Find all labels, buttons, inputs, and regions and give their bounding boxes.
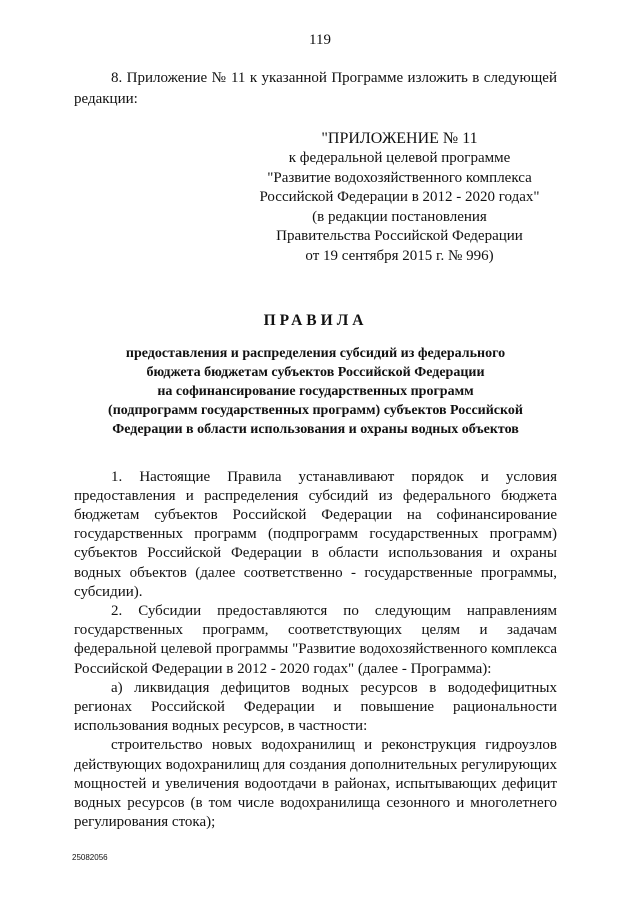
appendix-line: от 19 сентября 2015 г. № 996)	[305, 247, 494, 264]
paragraph: а) ликвидация дефицитов водных ресурсов в вододефицитных регионах Российской Федерации и повышение рациональности использования водных ресурсов, в частности:	[74, 679, 557, 735]
document-body	[74, 68, 557, 832]
rules-subtitle-line: (подпрограмм государственных программ) субъектов Российской	[108, 402, 523, 418]
appendix-line: к федеральной целевой программе	[288, 150, 511, 166]
paragraph: 2. Субсидии предоставляются по следующим направлениям государственных программ, соответствующих целям и задачам федеральной целевой программы "Развитие водохозяйственного комплекса Российской Федерации в 2012 - 2020 годах" (далее - Программа):	[74, 602, 557, 677]
rules-subtitle	[74, 344, 557, 439]
rules-subtitle-line: на софинансирование государственных программ	[157, 383, 474, 399]
appendix-line: Российской Федерации в 2012 - 2020 годах"	[259, 189, 540, 205]
appendix-title: "ПРИЛОЖЕНИЕ № 11	[321, 130, 478, 147]
appendix-line: Правительства Российской Федерации	[276, 228, 523, 244]
page-number: 119	[309, 32, 331, 48]
appendix-line: (в редакции постановления	[312, 208, 487, 225]
appendix-header	[242, 128, 557, 266]
intro-paragraph: 8. Приложение № 11 к указанной Программе изложить в следующей редакции:	[74, 70, 557, 107]
rules-title: ПРАВИЛА	[263, 312, 368, 329]
rules-body	[74, 468, 557, 833]
rules-subtitle-line: бюджета бюджетам субъектов Российской Федерации	[146, 364, 485, 380]
paragraph: строительство новых водохранилищ и реконструкция гидроузлов действующих водохранилищ для создания дополнительных регулирующих мощностей и увеличения водоотдачи в районах, испытывающих дефицит водных ресурсов (в том числе водохранилища сезонного и многолетнего регулирования стока);	[74, 737, 557, 831]
rules-subtitle-line: предоставления и распределения субсидий из федерального	[125, 345, 506, 361]
document-code: 25082056	[72, 853, 108, 862]
paragraph: 1. Настоящие Правила устанавливают порядок и условия предоставления и распределения субсидий из федерального бюджета бюджетам субъектов Российской Федерации на софинансирование государственных программ (подпрограмм государственных программ) субъектов Российской Федерации в области использования и охраны водных объектов (далее соответственно - государственные программы, субсидии).	[74, 468, 557, 600]
rules-subtitle-line: Федерации в области использования и охраны водных объектов	[112, 421, 519, 437]
appendix-line: "Развитие водохозяйственного комплекса	[267, 169, 532, 186]
